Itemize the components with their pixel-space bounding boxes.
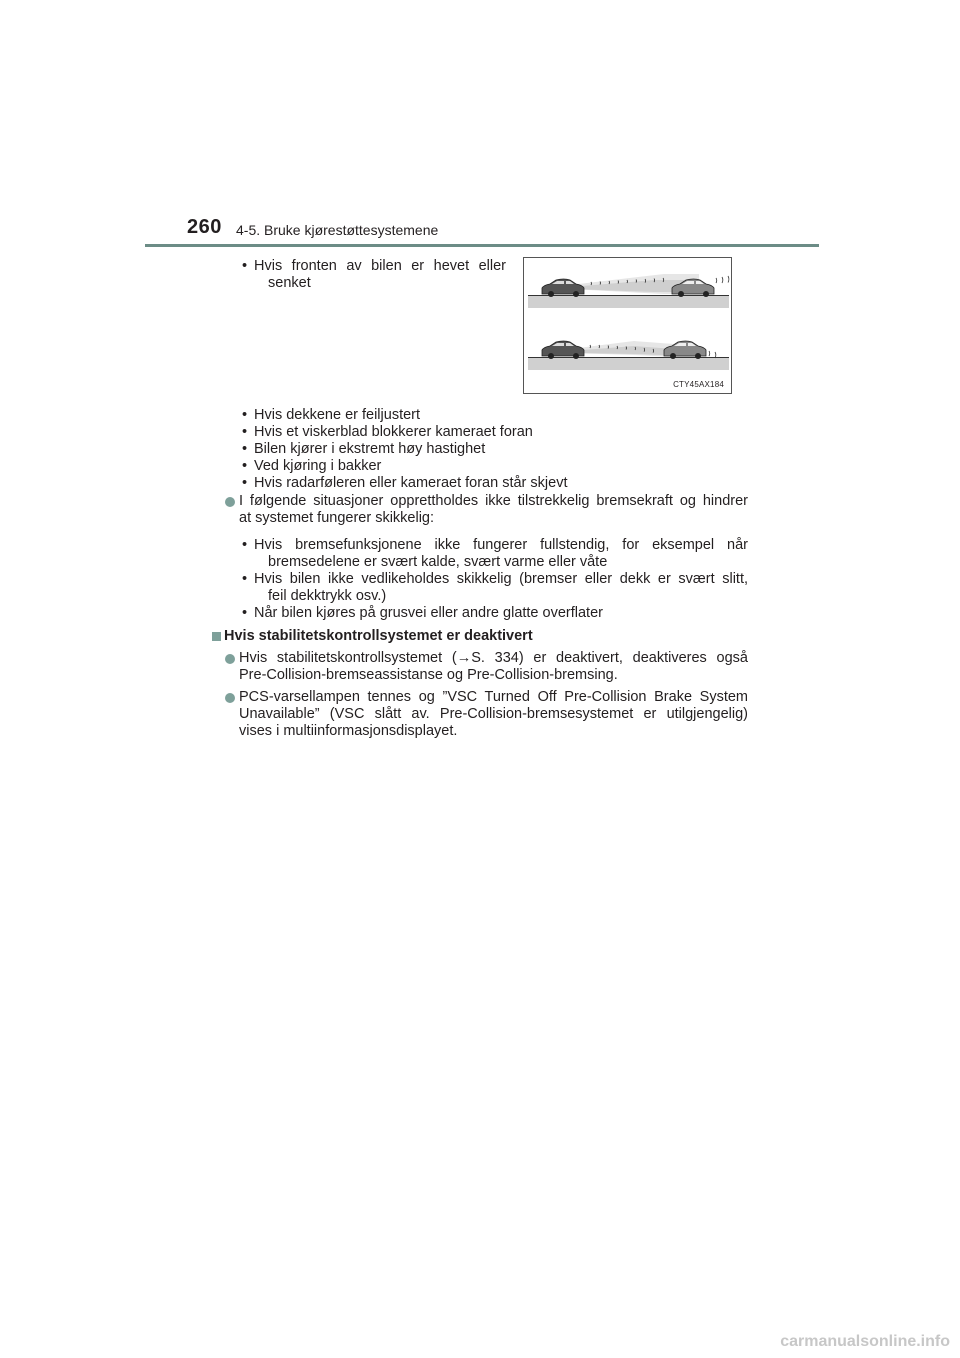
list-item: Når bilen kjøres på grusvei eller andre glatte overflater (254, 605, 603, 621)
bullet-dot: • (242, 475, 248, 491)
list-item: Ved kjøring i bakker (254, 458, 382, 474)
bullet-dot: • (242, 441, 248, 457)
bullet-dot: • (242, 458, 248, 474)
list-item-continuation: senket (268, 275, 311, 291)
paragraph: Hvis stabilitetskontrollsystemet (→S. 334) er deaktivert, deaktiveres også (239, 650, 748, 666)
page-number: 260 (187, 216, 222, 238)
paragraph-continuation: Pre-Collision-bremseassistanse og Pre-Collision-bremsing. (239, 667, 618, 683)
section-title: 4-5. Bruke kjørestøttesystemene (236, 222, 439, 238)
car-sensor-illustration (524, 258, 731, 393)
paragraph-continuation: Unavailable” (VSC slått av. Pre-Collision-bremsesystemet er utilgjengelig) (239, 706, 748, 722)
header-rule (145, 244, 819, 247)
car-icon (542, 341, 584, 359)
list-item: Bilen kjører i ekstremt høy hastighet (254, 441, 486, 457)
bullet-dot: • (242, 424, 248, 440)
illustration-figure (523, 257, 732, 394)
figure-code: CTY45AX184 (673, 380, 724, 389)
bullet-dot: • (242, 605, 248, 621)
bullet-dot: • (242, 258, 248, 274)
list-item: Hvis bilen ikke vedlikeholdes skikkelig (bremser eller dekk er svært slitt, (254, 571, 748, 587)
paragraph: PCS-varsellampen tennes og ”VSC Turned Off Pre-Collision Brake System (239, 689, 748, 705)
paragraph: I følgende situasjoner opprettholdes ikke tilstrekkelig bremsekraft og hindrer (239, 493, 748, 509)
car-icon (542, 279, 584, 297)
list-item: Hvis fronten av bilen er hevet eller (254, 258, 506, 274)
list-item: Hvis radarføleren eller kameraet foran står skjevt (254, 475, 568, 491)
paragraph-continuation: at systemet fungerer skikkelig: (239, 510, 435, 526)
paragraph-continuation: vises i multiinformasjonsdisplayet. (239, 723, 458, 739)
circle-bullet (225, 693, 235, 703)
watermark: carmanualsonline.info (780, 1333, 950, 1350)
bullet-dot: • (242, 537, 248, 553)
circle-bullet (225, 654, 235, 664)
list-item-continuation: feil dekktrykk osv.) (268, 588, 387, 604)
section-heading: Hvis stabilitetskontrollsystemet er deaktivert (224, 628, 533, 644)
list-item: Hvis dekkene er feiljustert (254, 407, 421, 423)
car-icon (664, 341, 706, 359)
list-item-continuation: bremsedelene er svært kalde, svært varme eller våte (268, 554, 608, 570)
bullet-dot: • (242, 407, 248, 423)
circle-bullet (225, 497, 235, 507)
list-item: Hvis et viskerblad blokkerer kameraet foran (254, 424, 533, 440)
section-square-marker (212, 632, 221, 641)
bullet-dot: • (242, 571, 248, 587)
list-item: Hvis bremsefunksjonene ikke fungerer fullstendig, for eksempel når (254, 537, 748, 553)
